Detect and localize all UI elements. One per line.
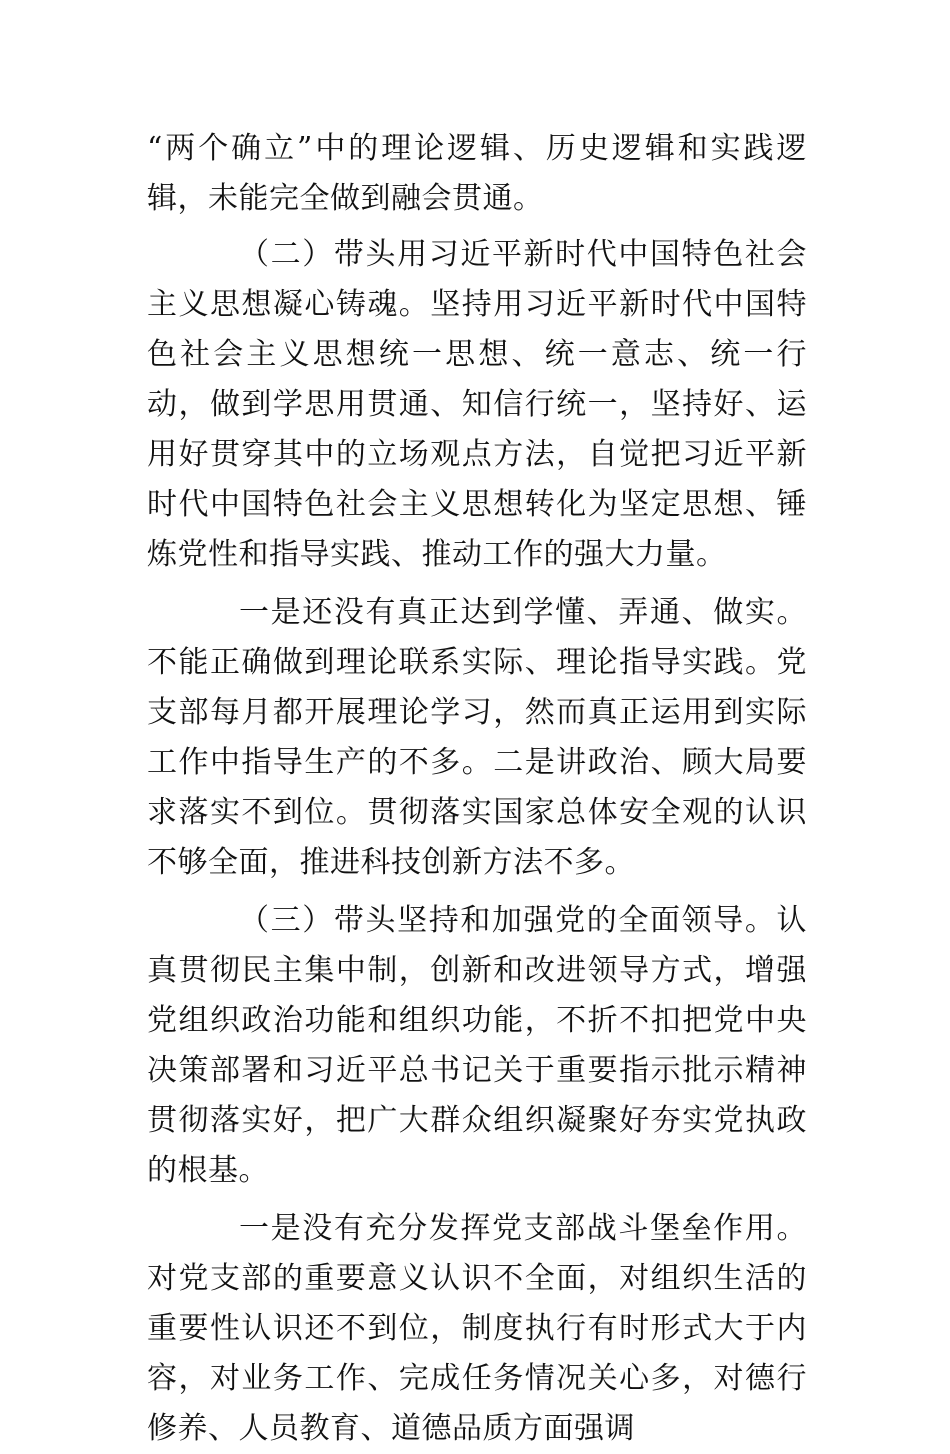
paragraph-issues-2: 一是没有充分发挥党支部战斗堡垒作用。对党支部的重要意义认识不全面，对组织生活的重要性认识还不到位，制度执行有时形式大于内容，对业务工作、完成任务情况关心多，对德行修养、人员教育、道德品质方面强调 [147, 1211, 807, 1446]
paragraph-continuation: “两个确立”中的理论逻辑、历史逻辑和实践逻辑，未能完全做到融会贯通。 [147, 131, 807, 216]
paragraph-issues-1: 一是还没有真正达到学懂、弄通、做实。不能正确做到理论联系实际、理论指导实践。党支部每月都开展理论学习，然而真正运用到实际工作中指导生产的不多。二是讲政治、顾大局要求落实不到位。贯彻落实国家总体安全观的认识不够全面，推进科技创新方法不多。 [147, 595, 807, 880]
document-body [147, 124, 807, 1454]
section-heading-paragraph-2: （二）带头用习近平新时代中国特色社会主义思想凝心铸魂。坚持用习近平新时代中国特色社会主义思想统一思想、统一意志、统一行动，做到学思用贯通、知信行统一，坚持好、运用好贯穿其中的立场观点方法，自觉把习近平新时代中国特色社会主义思想转化为坚定思想、锤炼党性和指导实践、推动工作的强大力量。 [147, 237, 807, 572]
section-heading-paragraph-3: （三）带头坚持和加强党的全面领导。认真贯彻民主集中制，创新和改进领导方式，增强党组织政治功能和组织功能，不折不扣把党中央决策部署和习近平总书记关于重要指示批示精神贯彻落实好，把广大群众组织凝聚好夯实党执政的根基。 [147, 903, 807, 1188]
